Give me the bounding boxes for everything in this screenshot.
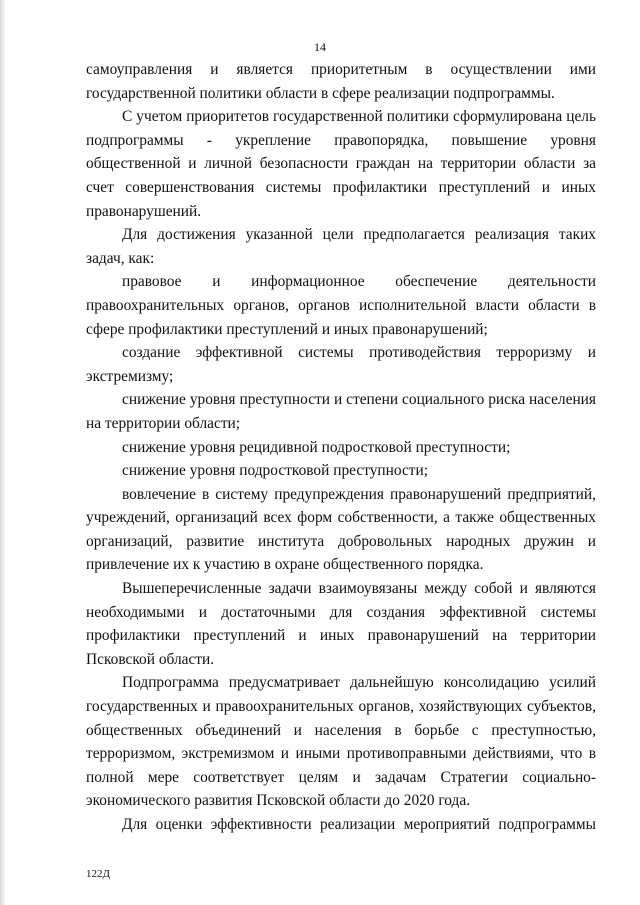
document-body bbox=[86, 58, 596, 837]
list-item: правовое и информационное обеспечение деятельности правоохранительных органов, органов исполнительной власти области в сфере профилактики преступлений и иных правонарушений; bbox=[86, 273, 596, 338]
paragraph: Для оценки эффективности реализации мероприятий подпрограммы bbox=[122, 816, 596, 833]
paragraph: Вышеперечисленные задачи взаимоувязаны между собой и являются необходимыми и достаточными для создания эффективной системы профилактики преступлений и иных правонарушений на территории Псковской области. bbox=[86, 580, 596, 668]
page-number: 14 bbox=[314, 40, 326, 54]
list-item: снижение уровня подростковой преступности; bbox=[122, 462, 429, 480]
list-item: снижение уровня преступности и степени социального риска населения на территории области; bbox=[86, 391, 596, 432]
list-item: вовлечение в систему предупреждения правонарушений предприятий, учреждений, организаций всех форм собственности, а также общественных организаций, развитие института добровольных народных дружин и привлечение их к участию в охране общественного порядка. bbox=[86, 485, 596, 574]
paragraph: Подпрограмма предусматривает дальнейшую консолидацию усилий государственных и правоохранительных органов, хозяйствующих субъектов, общественных объединений и населения в борьбе с преступностью, терроризмом, экстремизмом и иными противоправными действиями, что в полной мере соответствует целям и задачам Стратегии социально-экономического развития Псковской области до 2020 года. bbox=[86, 674, 596, 810]
scan-edge bbox=[0, 0, 5, 905]
paragraph: С учетом приоритетов государственной политики сформулирована цель подпрограммы - укрепление правопорядка, повышение уровня общественной и личной безопасности граждан на территории области за счет совершенствования системы профилактики преступлений и иных правонарушений. bbox=[86, 108, 596, 220]
list-item: снижение уровня рецидивной подростковой преступности; bbox=[122, 438, 511, 456]
footer-code: 122Д bbox=[86, 868, 111, 880]
paragraph: самоуправления и является приоритетным в осуществлении ими государственной политики области в сфере реализации подпрограммы. bbox=[86, 61, 596, 102]
paragraph: Для достижения указанной цели предполагается реализация таких задач, как: bbox=[86, 226, 596, 267]
list-item: создание эффективной системы противодействия терроризму и экстремизму; bbox=[86, 344, 596, 385]
